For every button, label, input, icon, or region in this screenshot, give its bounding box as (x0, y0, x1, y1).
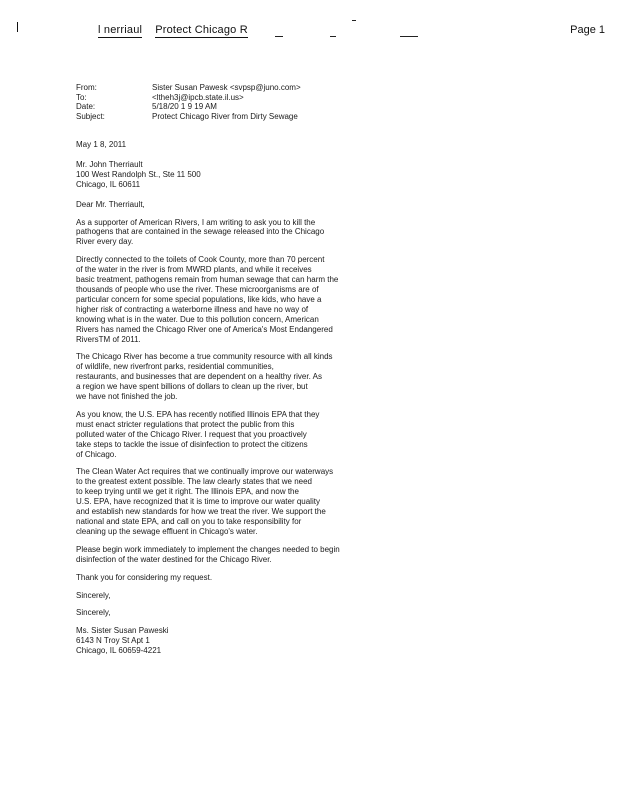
paragraph (76, 352, 356, 402)
email-date-row (76, 102, 301, 112)
paragraph-line: polluted water of the Chicago River. I request that you proactively (76, 429, 307, 439)
page-number: Page 1 (570, 24, 605, 36)
paragraph-line: of wildlife, new riverfront parks, residential communities, (76, 362, 274, 372)
header-rule (352, 20, 356, 21)
paragraph-line: As you know, the U.S. EPA has recently notified Illinois EPA that they (76, 409, 320, 419)
header-title-right: Protect Chicago R (155, 24, 248, 36)
email-from-row (76, 83, 301, 93)
paragraph-line: U.S. EPA, have recognized that it is time to improve our water quality (76, 497, 320, 507)
closing: Sincerely, (76, 590, 111, 600)
paragraph-line: RiversTM of 2011. (76, 334, 141, 344)
salutation: Dear Mr. Therriault, (76, 199, 145, 209)
from-label: From: (76, 83, 97, 92)
recipient-line: Chicago, IL 60611 (76, 179, 141, 189)
header-rule (330, 36, 336, 37)
paragraph-line: pathogens that are contained in the sewage released into the Chicago (76, 227, 325, 237)
paragraph (76, 255, 356, 344)
paragraph-line: disinfection of the water destined for the Chicago River. (76, 554, 272, 564)
paragraph-line: of Chicago. (76, 449, 117, 459)
to-value: <ltheh3j@ipcb.state.il.us> (152, 92, 244, 102)
paragraph-line: higher risk of contracting a waterborne illness and have no way of (76, 304, 309, 314)
paragraph-line: we have not finished the job. (76, 392, 178, 402)
paragraph-line: As a supporter of American Rivers, I am writing to ask you to kill the (76, 217, 316, 227)
email-subject-row (76, 112, 301, 122)
signature-line: Chicago, IL 60659-4221 (76, 646, 162, 656)
signature-line: 6143 N Troy St Apt 1 (76, 636, 150, 646)
header-margin-mark (17, 22, 18, 32)
paragraph-line: particular concern for some special populations, like kids, who have a (76, 294, 322, 304)
signature-block (76, 626, 356, 656)
header-title-left: l nerriaul (98, 24, 143, 36)
paragraph-line: a region we have spent billions of dollars to clean up the river, but (76, 382, 308, 392)
recipient-line: 100 West Randolph St., Ste 11 500 (76, 169, 201, 179)
paragraph-line: must enact stricter regulations that protect the public from this (76, 419, 295, 429)
paragraph-line: of the water in the river is from MWRD plants, and while it receives (76, 265, 312, 275)
paragraph-line: Thank you for considering my request. (76, 572, 213, 582)
header-title (98, 24, 248, 36)
paragraph (76, 545, 356, 565)
letter-body (76, 140, 356, 664)
paragraph-line: The Chicago River has become a true community resource with all kinds (76, 352, 333, 362)
subject-label: Subject: (76, 111, 105, 121)
email-to-row (76, 93, 301, 103)
paragraph-line: Directly connected to the toilets of Cook County, more than 70 percent (76, 255, 325, 265)
paragraph-line: to the greatest extent possible. The law clearly states that we need (76, 477, 312, 487)
paragraph-line: cleaning up the sewage effluent in Chicago's water. (76, 526, 258, 536)
paragraph-line: and establish new standards for how we treat the river. We support the (76, 507, 326, 517)
from-value: Sister Susan Pawesk <svpsp@juno.com> (152, 83, 301, 92)
paragraph-line: knowing what is in the water. Due to this pollution concern, American (76, 314, 319, 324)
recipient-line: Mr. John Therriault (76, 159, 143, 169)
paragraph-line: Please begin work immediately to implement the changes needed to begin (76, 544, 340, 554)
paragraph-line: restaurants, and businesses that are dependent on a healthy river. As (76, 372, 322, 382)
paragraph (76, 218, 356, 248)
date-value: 5/18/20 1 9 19 AM (152, 102, 217, 112)
letter-date: May 1 8, 2011 (76, 140, 127, 149)
paragraph-line: The Clean Water Act requires that we continually improve our waterways (76, 467, 334, 477)
paragraph (76, 410, 356, 460)
date-label: Date: (76, 102, 96, 112)
paragraph-line: basic treatment, pathogens remain from human sewage that can harm the (76, 275, 339, 285)
header-rule (400, 36, 418, 37)
email-header (76, 83, 301, 121)
header-rule (275, 36, 283, 37)
paragraph-line: Rivers has named the Chicago River one of America's Most Endangered (76, 324, 333, 334)
paragraph (76, 573, 356, 583)
paragraph-line: River every day. (76, 237, 134, 247)
to-label: To: (76, 92, 87, 102)
recipient-address (76, 160, 356, 190)
paragraph (76, 467, 356, 536)
paragraph-line: national and state EPA, and call on you to take responsibility for (76, 517, 302, 526)
paragraph-line: take steps to tackle the issue of disinfection to protect the citizens (76, 439, 308, 449)
paragraph-line: thousands of people who use the river. These microorganisms are of (76, 284, 319, 294)
closing: Sincerely, (76, 608, 111, 618)
signature-line: Ms. Sister Susan Paweski (76, 626, 169, 636)
subject-value: Protect Chicago River from Dirty Sewage (152, 111, 298, 121)
paragraph-line: to keep trying until we get it right. The Illinois EPA, and now the (76, 487, 299, 497)
